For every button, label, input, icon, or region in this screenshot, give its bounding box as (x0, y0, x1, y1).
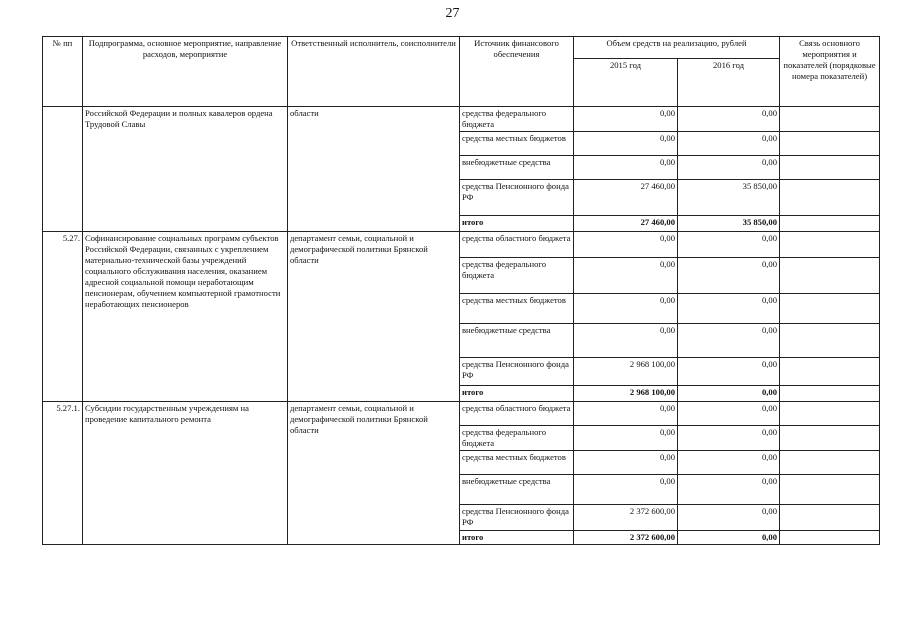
amount-2016: 0,00 (678, 107, 780, 132)
amount-2016: 35 850,00 (678, 216, 780, 232)
row-number: 5.27. (43, 232, 83, 402)
indicator-link (780, 107, 880, 132)
table-row (43, 402, 880, 426)
funding-source: внебюджетные средства (460, 475, 574, 505)
funding-source: средства местных бюджетов (460, 451, 574, 475)
funding-source: средства Пенсионного фонда РФ (460, 180, 574, 216)
amount-2016: 0,00 (678, 294, 780, 324)
header-program: Подпрограмма, основное мероприятие, направление расходов, мероприятие (83, 37, 288, 107)
amount-2015: 0,00 (574, 132, 678, 156)
amount-2015: 2 968 100,00 (574, 358, 678, 386)
amount-2016: 0,00 (678, 232, 780, 258)
funding-source: средства областного бюджета (460, 232, 574, 258)
indicator-link (780, 294, 880, 324)
amount-2015: 2 968 100,00 (574, 386, 678, 402)
table-header (43, 37, 880, 107)
funding-source: итого (460, 216, 574, 232)
amount-2015: 0,00 (574, 475, 678, 505)
amount-2016: 0,00 (678, 451, 780, 475)
funding-source: итого (460, 531, 574, 545)
amount-2016: 0,00 (678, 156, 780, 180)
funding-source: средства областного бюджета (460, 402, 574, 426)
amount-2016: 0,00 (678, 132, 780, 156)
funding-source: средства федерального бюджета (460, 426, 574, 451)
executor-name: департамент семьи, социальной и демографической политики Брянской области (288, 232, 460, 402)
funding-source: итого (460, 386, 574, 402)
table-body (43, 107, 880, 545)
amount-2015: 0,00 (574, 107, 678, 132)
row-number (43, 107, 83, 232)
amount-2016: 0,00 (678, 505, 780, 531)
executor-name: департамент семьи, социальной и демографической политики Брянской области (288, 402, 460, 545)
amount-2016: 0,00 (678, 426, 780, 451)
row-number: 5.27.1. (43, 402, 83, 545)
indicator-link (780, 358, 880, 386)
amount-2016: 0,00 (678, 324, 780, 358)
header-num: № пп (43, 37, 83, 107)
funding-source: внебюджетные средства (460, 324, 574, 358)
indicator-link (780, 402, 880, 426)
funding-source: внебюджетные средства (460, 156, 574, 180)
indicator-link (780, 505, 880, 531)
amount-2015: 0,00 (574, 294, 678, 324)
amount-2016: 0,00 (678, 531, 780, 545)
amount-2015: 0,00 (574, 156, 678, 180)
amount-2015: 0,00 (574, 451, 678, 475)
table-row (43, 107, 880, 132)
header-volume: Объем средств на реализацию, рублей (574, 37, 780, 59)
table-row (43, 232, 880, 258)
amount-2016: 0,00 (678, 358, 780, 386)
program-name: Российской Федерации и полных кавалеров ордена Трудовой Славы (83, 107, 288, 232)
amount-2016: 0,00 (678, 475, 780, 505)
amount-2015: 0,00 (574, 324, 678, 358)
indicator-link (780, 156, 880, 180)
funding-source: средства местных бюджетов (460, 132, 574, 156)
indicator-link (780, 180, 880, 216)
header-executor: Ответственный исполнитель, соисполнители (288, 37, 460, 107)
amount-2015: 0,00 (574, 426, 678, 451)
program-name: Субсидии государственным учреждениям на проведение капитального ремонта (83, 402, 288, 545)
funding-source: средства федерального бюджета (460, 258, 574, 294)
indicator-link (780, 324, 880, 358)
page-number: 27 (445, 6, 460, 21)
indicator-link (780, 531, 880, 545)
amount-2015: 0,00 (574, 232, 678, 258)
amount-2015: 27 460,00 (574, 180, 678, 216)
indicator-link (780, 132, 880, 156)
amount-2016: 0,00 (678, 258, 780, 294)
program-name: Софинансирование социальных программ субъектов Российской Федерации, связанных с укреплением материально-технической базы учреждений социального обслуживания населения, оказанием адресной социальной помощи неработающим пенсионерам, обучением компьютерной грамотности неработающих пенсионеров (83, 232, 288, 402)
amount-2015: 27 460,00 (574, 216, 678, 232)
funding-source: средства Пенсионного фонда РФ (460, 505, 574, 531)
amount-2015: 0,00 (574, 402, 678, 426)
amount-2015: 2 372 600,00 (574, 505, 678, 531)
amount-2015: 0,00 (574, 258, 678, 294)
indicator-link (780, 216, 880, 232)
funding-source: средства Пенсионного фонда РФ (460, 358, 574, 386)
indicator-link (780, 426, 880, 451)
amount-2016: 0,00 (678, 402, 780, 426)
indicator-link (780, 258, 880, 294)
header-link: Связь основного мероприятия и показателей (порядковые номера показателей) (780, 37, 880, 107)
header-source: Источник финансового обеспечения (460, 37, 574, 107)
indicator-link (780, 475, 880, 505)
header-year-2015: 2015 год (574, 59, 678, 107)
executor-name: области (288, 107, 460, 232)
indicator-link (780, 451, 880, 475)
funding-source: средства местных бюджетов (460, 294, 574, 324)
header-year-2016: 2016 год (678, 59, 780, 107)
budget-table (42, 36, 880, 545)
amount-2016: 35 850,00 (678, 180, 780, 216)
funding-source: средства федерального бюджета (460, 107, 574, 132)
amount-2015: 2 372 600,00 (574, 531, 678, 545)
indicator-link (780, 386, 880, 402)
amount-2016: 0,00 (678, 386, 780, 402)
indicator-link (780, 232, 880, 258)
